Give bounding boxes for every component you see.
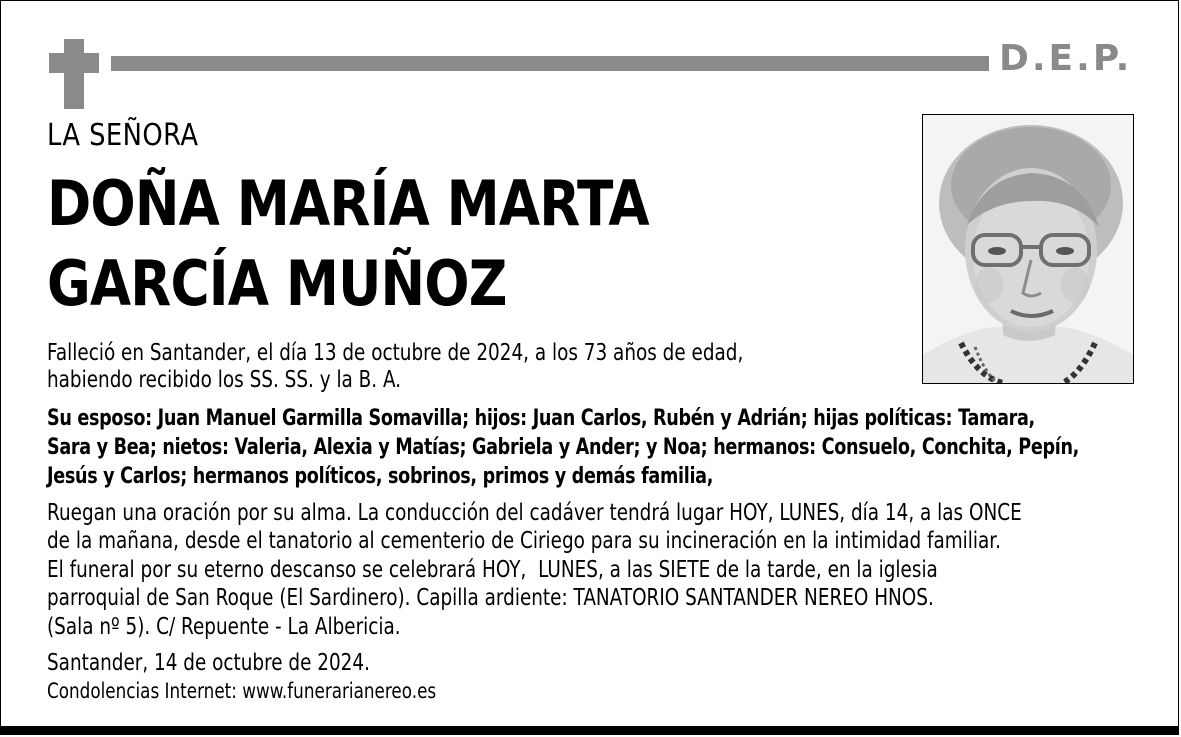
honorific: LA SEÑORA: [47, 118, 199, 153]
ceremony-line-2: de la mañana, desde el tanatorio al cementerio de Ciriego para su incineración en la intimidad familiar.: [47, 528, 1002, 554]
ceremony-line-1: Ruegan una oración por su alma. La conducción del cadáver tendrá lugar HOY, LUNES, día 14, a las ONCE: [47, 500, 1022, 526]
deceased-photo: [922, 114, 1134, 384]
deceased-name-line-2: GARCÍA MUÑOZ: [47, 247, 507, 320]
place-date-line: Santander, 14 de octubre de 2024.: [47, 650, 370, 676]
death-notice-line-2: habiendo recibido los SS. SS. y la B. A.: [47, 367, 402, 393]
dep-label: D.E.P.: [999, 38, 1133, 79]
ceremony-line-5: (Sala nº 5). C/ Repuente - La Albericia.: [47, 614, 401, 640]
condolences-line: Condolencias Internet: www.funerarianereo.es: [47, 679, 437, 703]
family-line-2: Sara y Bea; nietos: Valeria, Alexia y Matías; Gabriela y Ander; y Noa; hermanos: Consuelo, Conchita, Pepín,: [47, 435, 1080, 460]
bottom-border: [1, 726, 1178, 734]
ceremony-line-3: El funeral por su eterno descanso se celebrará HOY, LUNES, a las SIETE de la tarde, en la iglesia: [47, 557, 938, 583]
death-notice-line-1: Falleció en Santander, el día 13 de octubre de 2024, a los 73 años de edad,: [47, 340, 744, 366]
family-line-3: Jesús y Carlos; hermanos políticos, sobrinos, primos y demás familia,: [47, 464, 714, 489]
family-line-1: Su esposo: Juan Manuel Garmilla Somavilla; hijos: Juan Carlos, Rubén y Adrián; hijas políticas: Tamara,: [47, 406, 1035, 431]
deceased-name-line-1: DOÑA MARÍA MARTA: [47, 167, 649, 240]
header-rule: [111, 56, 989, 71]
ceremony-line-4: parroquial de San Roque (El Sardinero). Capilla ardiente: TANATORIO SANTANDER NEREO HNOS.: [47, 585, 934, 611]
